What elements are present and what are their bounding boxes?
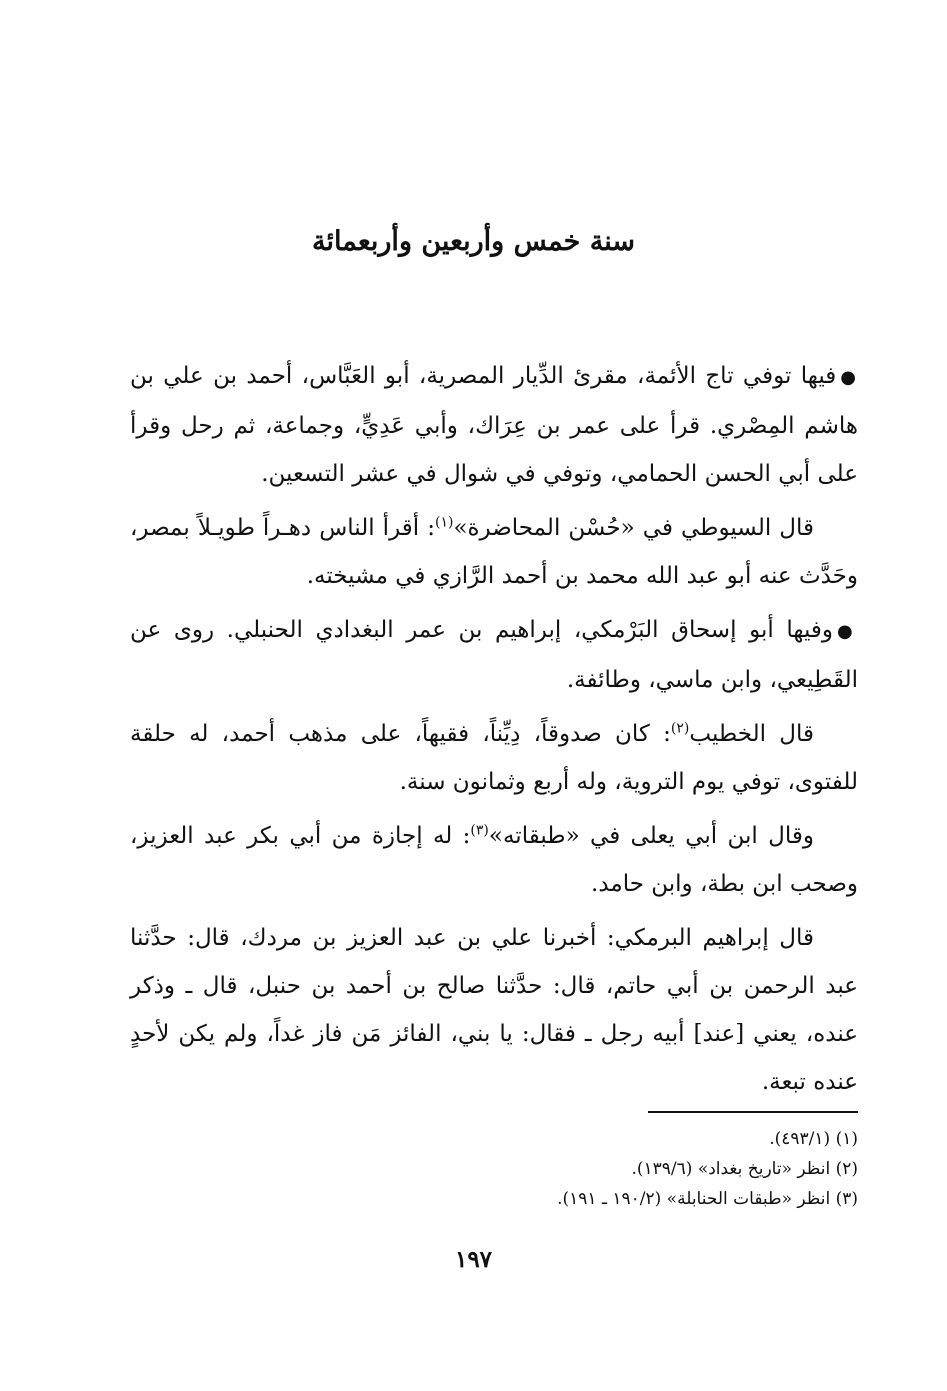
page-number: ١٩٧ xyxy=(454,1246,493,1273)
footnote-3: (٣) انظر «طبقات الحنابلة» (١٩٠/٢ ـ ١٩١). xyxy=(557,1189,858,1209)
paragraph-text-before: قال الخطيب xyxy=(689,721,814,747)
bullet-icon: ● xyxy=(837,621,858,642)
paragraph-text: فيها توفي تاج الأئمة، مقرئ الدِّيار المصرية، أبو العَبَّاس، أحمد بن علي بن هاشم المِصْري. قرأ على عمر بن عِرَاك، وأبي عَدِيٍّ، وجماعة، ثم رحل وقرأ على أبي الحسن الحمامي، وتوفي في شوال في عشر التسعين. xyxy=(130,363,858,487)
paragraph-text-after: : له إجازة من أبي بكر عبد العزيز، وصحب ابن بطة، وابن حامد. xyxy=(130,823,858,897)
paragraph-text-after: : أقرأ الناس دهـراً طويـلاً بمصر، وحَدَّث عنه أبو عبد الله محمد بن أحمد الرَّازي في مشيخته. xyxy=(130,515,858,589)
footnote-ref-1: (١) xyxy=(434,514,454,531)
paragraph-barmaki-narration xyxy=(130,914,858,1106)
paragraph-suyuti-quote xyxy=(130,504,858,600)
paragraph-text-after: : كان صدوقاً، دِيِّناً، فقيهاً، على مذهب أحمد، له حلقة للفتوى، توفي يوم التروية، وله أربع وثمانون سنة. xyxy=(130,721,858,795)
paragraph-text-before: قال السيوطي في «حُسْن المحاضرة» xyxy=(453,515,814,541)
footnotes xyxy=(130,1124,858,1214)
paragraph-khatib-quote xyxy=(130,710,858,806)
paragraph-death-taj-al-aimma xyxy=(130,352,858,498)
paragraph-text: وفيها أبو إسحاق البَرْمكي، إبراهيم بن عمر البغدادي الحنبلي. روى عن القَطِيعي، وابن ماسي، وطائفة. xyxy=(130,617,858,693)
main-text xyxy=(130,352,858,1112)
footnote-ref-2: (٢) xyxy=(670,720,690,737)
footnote-separator xyxy=(648,1111,858,1113)
footnote-ref-3: (٣) xyxy=(470,822,489,839)
paragraph-ibn-abi-yala-quote xyxy=(130,812,858,908)
footnote-1: (١) (٤٩٣/١). xyxy=(769,1129,858,1149)
section-heading: سنة خمس وأربعين وأربعمائة xyxy=(312,226,635,257)
paragraph-death-barmaki xyxy=(130,606,858,704)
footnote-2: (٢) انظر «تاريخ بغداد» (١٣٩/٦). xyxy=(631,1159,858,1179)
paragraph-text-before: وقال ابن أبي يعلى في «طبقاته» xyxy=(488,823,814,849)
bullet-icon: ● xyxy=(840,367,858,388)
paragraph-text: قال إبراهيم البرمكي: أخبرنا علي بن عبد العزيز بن مردك، قال: حدَّثنا عبد الرحمن بن أبي حاتم، قال: حدَّثنا صالح بن أحمد بن حنبل، قال ـ وذكر عنده، يعني [عند] أبيه رجل ـ فقال: يا بني، الفائز مَن فاز غداً، ولم يكن لأحدٍ عنده تبعة. xyxy=(130,925,858,1095)
